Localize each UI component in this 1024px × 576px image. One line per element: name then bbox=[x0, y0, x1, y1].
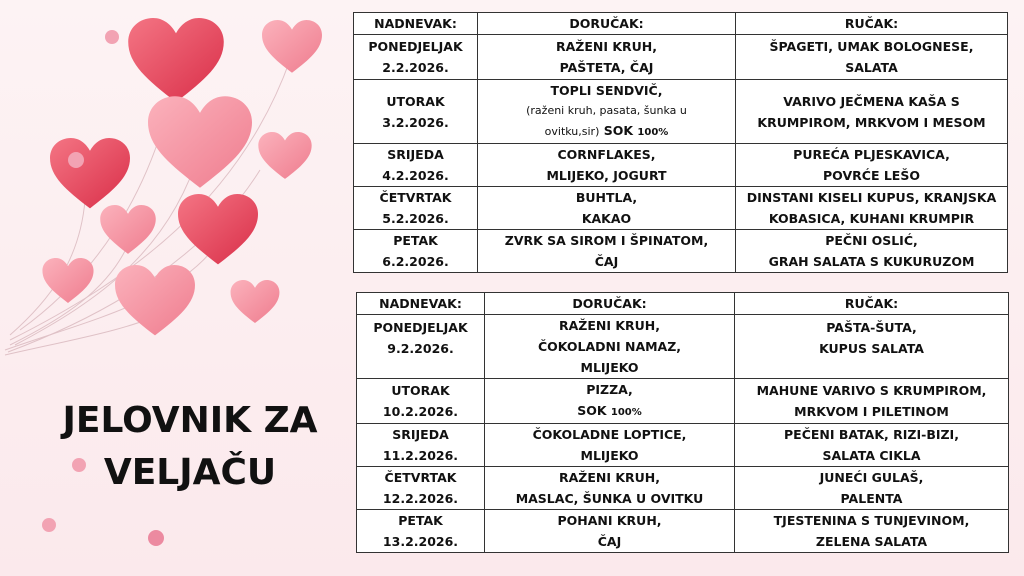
breakfast-cell: ČOKOLADNE LOPTICE, MLIJEKO bbox=[485, 424, 735, 467]
table-row bbox=[354, 35, 1008, 80]
lunch-cell: JUNEĆI GULAŠ, PALENTA bbox=[735, 467, 1009, 510]
date-cell: PETAK 13.2.2026. bbox=[357, 510, 485, 553]
table-row bbox=[354, 144, 1008, 187]
table-header-row bbox=[354, 13, 1008, 35]
decorative-dot bbox=[42, 518, 56, 532]
table-header-row bbox=[357, 293, 1009, 315]
header-lunch: RUČAK: bbox=[736, 13, 1008, 35]
date-cell: SRIJEDA 11.2.2026. bbox=[357, 424, 485, 467]
lunch-cell: PEČNI OSLIĆ, GRAH SALATA S KUKURUZOM bbox=[736, 230, 1008, 273]
decorative-dot bbox=[105, 30, 119, 44]
header-breakfast: DORUČAK: bbox=[478, 13, 736, 35]
header-date: NADNEVAK: bbox=[357, 293, 485, 315]
breakfast-cell: BUHTLA, KAKAO bbox=[478, 187, 736, 230]
lunch-cell: MAHUNE VARIVO S KRUMPIROM, MRKVOM I PILETINOM bbox=[735, 379, 1009, 424]
table-row bbox=[354, 187, 1008, 230]
page-title: JELOVNIK ZA VELJAČU bbox=[62, 400, 318, 493]
lunch-cell: PAŠTA-ŠUTA, KUPUS SALATA bbox=[735, 315, 1009, 379]
lunch-cell: ŠPAGETI, UMAK BOLOGNESE, SALATA bbox=[736, 35, 1008, 80]
date-cell: PETAK 6.2.2026. bbox=[354, 230, 478, 273]
menu-table-week-1 bbox=[353, 12, 1008, 273]
breakfast-cell: PIZZA, SOK 100% bbox=[485, 379, 735, 424]
decorative-dot bbox=[68, 152, 84, 168]
table-row bbox=[357, 315, 1009, 379]
breakfast-cell: ZVRK SA SIROM I ŠPINATOM, ČAJ bbox=[478, 230, 736, 273]
date-cell: PONEDJELJAK 2.2.2026. bbox=[354, 35, 478, 80]
menu-table-week-2 bbox=[356, 292, 1009, 553]
date-cell: UTORAK 10.2.2026. bbox=[357, 379, 485, 424]
decorative-dot bbox=[148, 530, 164, 546]
table-row bbox=[357, 379, 1009, 424]
lunch-cell: DINSTANI KISELI KUPUS, KRANJSKA KOBASICA, KUHANI KRUMPIR bbox=[736, 187, 1008, 230]
date-cell: SRIJEDA 4.2.2026. bbox=[354, 144, 478, 187]
date-cell: ČETVRTAK 12.2.2026. bbox=[357, 467, 485, 510]
header-lunch: RUČAK: bbox=[735, 293, 1009, 315]
lunch-cell: PEČENI BATAK, RIZI-BIZI, SALATA CIKLA bbox=[735, 424, 1009, 467]
lunch-cell: PUREĆA PLJESKAVICA, POVRĆE LEŠO bbox=[736, 144, 1008, 187]
breakfast-cell: TOPLI SENDVIČ, (raženi kruh, pasata, šunka u ovitku,sir) SOK 100% bbox=[478, 80, 736, 144]
table-row bbox=[354, 80, 1008, 144]
date-cell: ČETVRTAK 5.2.2026. bbox=[354, 187, 478, 230]
breakfast-cell: POHANI KRUH, ČAJ bbox=[485, 510, 735, 553]
date-cell: PONEDJELJAK 9.2.2026. bbox=[357, 315, 485, 379]
lunch-cell: TJESTENINA S TUNJEVINOM, ZELENA SALATA bbox=[735, 510, 1009, 553]
breakfast-cell: RAŽENI KRUH, MASLAC, ŠUNKA U OVITKU bbox=[485, 467, 735, 510]
table-row bbox=[357, 510, 1009, 553]
date-cell: UTORAK 3.2.2026. bbox=[354, 80, 478, 144]
breakfast-cell: RAŽENI KRUH, ČOKOLADNI NAMAZ, MLIJEKO bbox=[485, 315, 735, 379]
breakfast-cell: RAŽENI KRUH, PAŠTETA, ČAJ bbox=[478, 35, 736, 80]
breakfast-cell: CORNFLAKES, MLIJEKO, JOGURT bbox=[478, 144, 736, 187]
heart-icon bbox=[42, 18, 322, 335]
table-row bbox=[354, 230, 1008, 273]
header-date: NADNEVAK: bbox=[354, 13, 478, 35]
table-row bbox=[357, 467, 1009, 510]
table-row bbox=[357, 424, 1009, 467]
lunch-cell: VARIVO JEČMENA KAŠA S KRUMPIROM, MRKVOM I MESOM bbox=[736, 80, 1008, 144]
header-breakfast: DORUČAK: bbox=[485, 293, 735, 315]
